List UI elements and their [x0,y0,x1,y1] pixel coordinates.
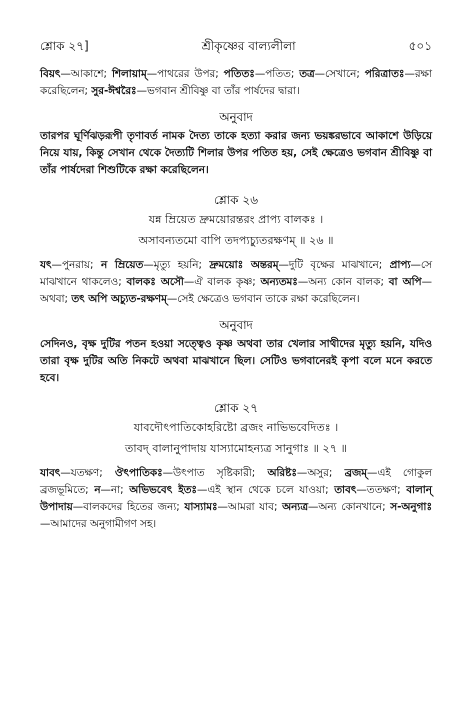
gloss-meaning: —মৃত্যু হয়নি; [143,259,210,271]
gloss-meaning: —ভগবান শ্রীবিষ্ণু বা তাঁর পার্ষদের দ্বারা। [136,85,300,97]
gloss-word: যাবৎ [40,467,61,479]
translation-25: তারপর ঘূর্ণিঝড়রূপী তৃণাবর্ত নামক দৈত্য তাকে হত্যা করার জন্য ভয়ঙ্করভাবে আকাশে উড়িয়ে নিয়ে যায়, কিন্তু সেখান থেকে দৈত্যটি শিলার উপর পতিত হয়, সেই ক্ষেত্রেও ভগবান শ্রীবিষ্ণু বা তাঁর পার্ষদেরা শিশুটিকে রক্ষা করেছিলেন। [40,130,432,176]
gloss-meaning: —বালকদের হিতের জন্য; [72,501,185,513]
gloss-word: বালান্ উপাদায় [40,484,432,513]
gloss-meaning: —ততক্ষণ; [356,484,407,496]
word-meanings-26 [40,257,432,308]
gloss-word: পতিতঃ [223,68,255,80]
gloss-meaning: —অন্য কোনখানে; [307,501,391,513]
gloss-meaning: —পাথরের উপর; [146,68,224,80]
verse-27-heading: শ্লোক ২৭ [214,401,258,415]
gloss-meaning: —সে মাঝখানে থাকলেও; [40,259,432,288]
translation-26: সেদিনও, বৃক্ষ দুটির পতন হওয়া সত্ত্বেও কৃষ্ণ অথবা তার খেলার সাথীদের মৃত্যু হয়নি, যদিও তারা বৃক্ষ দুটির অতি নিকটে অথবা মাঝখানে ছিল। সেটিও ভগবানেরই কৃপা বলে মনে করতে হবে। [40,338,432,384]
gloss-word: বা অপি [388,276,422,288]
verse-27-text [40,417,432,459]
gloss-word: তৎ অপি অচ্যুত-রক্ষণম্ [71,293,167,305]
gloss-word: অন্যত্র [282,501,308,513]
gloss-word: অভিভবেৎ ইতঃ [129,484,197,496]
gloss-word: বালকঃ অসৌ [126,276,184,288]
verse-26-heading: শ্লোক ২৬ [214,193,258,207]
gloss-meaning: —দুটি বৃক্ষের মাঝখানে; [278,259,390,271]
gloss-meaning: —যতক্ষণ; [60,467,115,479]
gloss-meaning: —রক্ষা করেছিলেন; [40,68,432,97]
gloss-word: প্রাপ্য [389,259,411,271]
gloss-word: অন্যতমঃ [260,276,298,288]
word-meanings-25 [40,66,432,100]
gloss-meaning: —এই গোকুল ব্রজভূমিতে; [40,467,432,496]
gloss-meaning: —পতিত; [254,68,300,80]
gloss-meaning: —অসুর; [296,467,345,479]
verse-line: অসাবন্যতমো বাপি তদপ্যচ্যুতরক্ষণম্ ॥ ২৬ ॥ [138,234,334,247]
gloss-word: ন [94,484,101,496]
gloss-word: সুর-ঈশ্বরৈঃ [91,85,137,97]
gloss-word: স-অনুগাঃ [390,501,432,513]
word-meanings-27 [40,465,432,533]
gloss-word: ব্রজম্ [344,467,368,479]
page-header [40,38,432,58]
gloss-word: তত্র [299,68,315,80]
gloss-word: অরিষ্টঃ [267,467,297,479]
gloss-meaning: —আমরা যাব; [217,501,283,513]
verse-26-text [40,209,432,251]
gloss-word: বিয়ৎ [40,68,61,80]
gloss-meaning: —এই স্থান থেকে চলে যাওয়া; [196,484,335,496]
gloss-meaning: —সেখানে; [314,68,365,80]
gloss-word: তাবৎ [334,484,357,496]
translation-heading: অনুবাদ [219,110,253,124]
header-verse-ref: শ্লোক ২৭] [40,39,89,53]
gloss-meaning: —আমাদের অনুগামীগণ সহ। [40,518,157,530]
gloss-meaning: —উৎপাত সৃষ্টিকারী; [162,467,268,479]
gloss-meaning: —ঐ বালক কৃষ্ণ; [183,276,261,288]
gloss-meaning: —পুনরায়; [51,259,101,271]
gloss-meaning: —আকাশে; [60,68,112,80]
book-page [40,38,432,533]
gloss-meaning: —সেই ক্ষেত্রেও ভগবান তাকে রক্ষা করেছিলেন। [166,293,360,305]
verse-line: যাবদৌৎপাতিকোহরিষ্টো ব্রজং নাভিভবেদিতঃ । [133,421,339,434]
gloss-word: পরিত্রাতঃ [364,68,405,80]
verse-line: তাবদ্ বালানুপাদায় যাস্যামোহন্যত্র সানুগাঃ ॥ ২৭ ॥ [125,442,347,455]
translation-heading: অনুবাদ [219,318,253,332]
gloss-meaning: —অথবা; [40,276,432,305]
header-chapter-title: শ্রীকৃষ্ণের বাল্যলীলা [201,39,296,53]
gloss-word: ন ম্রিয়েত [100,259,144,271]
verse-line: যন্ন ম্রিয়েত দ্রুময়োরন্তরং প্রাপ্য বালকঃ । [148,213,324,226]
gloss-word: ঔৎপাতিকঃ [114,467,163,479]
gloss-meaning: —অন্য কোন বালক; [297,276,389,288]
gloss-word: যৎ [40,259,52,271]
gloss-word: যাস্যামঃ [184,501,218,513]
page-number: ৫০১ [408,39,432,53]
gloss-word: দ্রুময়োঃ অন্তরম্ [209,259,279,271]
gloss-word: শিলায়াম্ [111,68,147,80]
gloss-meaning: —না; [100,484,130,496]
